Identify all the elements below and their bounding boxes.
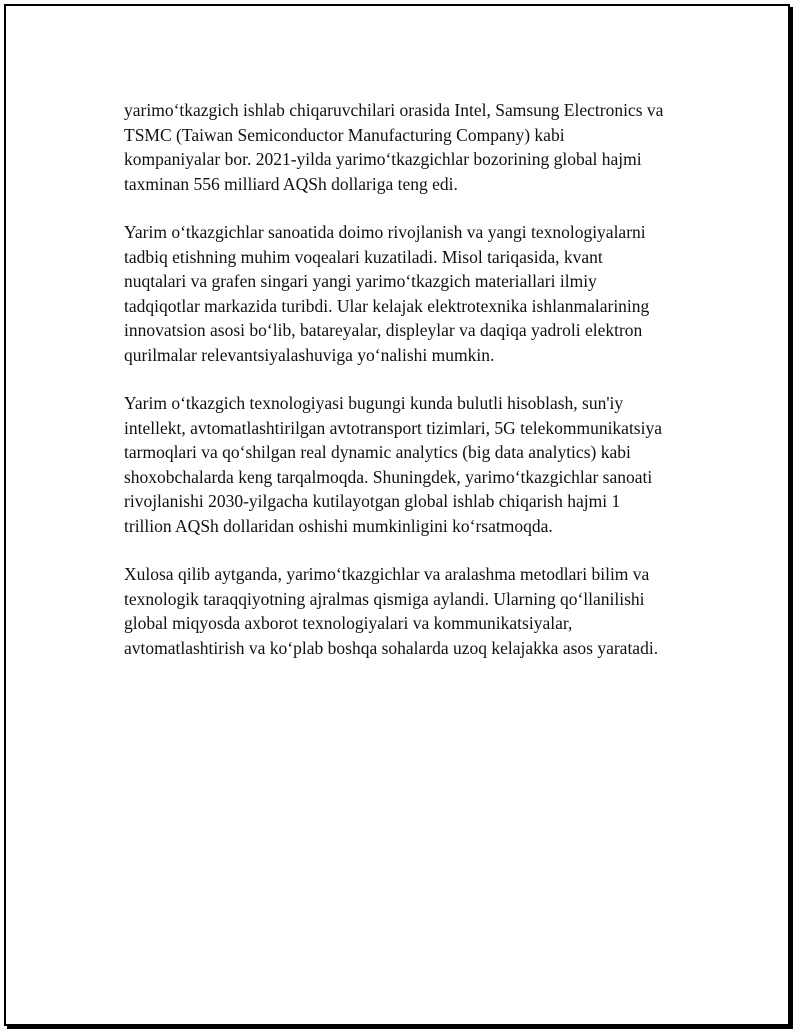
paragraph-2: Yarim o‘tkazgichlar sanoatida doimo rivojlanish va yangi texnologiyalarni tadbiq etishning muhim voqealari kuzatiladi. Misol tariqasida, kvant nuqtalari va grafen singari yangi yarimo‘tkazgich materiallari ilmiy tadqiqotlar markazida turibdi. Ular kelajak elektrotexnika ishlanmalarining innovatsion asosi bo‘lib, batareyalar, displeylar va daqiqa yadroli elektron qurilmalar relevantsiyalashuviga yo‘nalishi mumkin. <box>124 222 650 365</box>
document-page <box>4 4 790 1026</box>
paragraph-1: yarimo‘tkazgich ishlab chiqaruvchilari orasida Intel, Samsung Electronics va TSMC (Taiwan Semiconductor Manufacturing Company) kabi kompaniyalar bor. 2021-yilda yarimo‘tkazgichlar bozorining global hajmi taxminan 556 milliard AQSh dollariga teng edi. <box>124 100 664 194</box>
document-body <box>124 98 704 684</box>
paragraph-3: Yarim o‘tkazgich texnologiyasi bugungi kunda bulutli hisoblash, sun'iy intellekt, avtomatlashtirilgan avtotransport tizimlari, 5G telekommunikatsiya tarmoqlari va qo‘shilgan real dynamic analytics (big data analytics) kabi shoxobchalarda keng tarqalmoqda. Shuningdek, yarimo‘tkazgichlar sanoati rivojlanishi 2030-yilgacha kutilayotgan global ishlab chiqarish hajmi 1 trillion AQSh dollaridan oshishi mumkinligini ko‘rsatmoqda. <box>124 393 662 536</box>
paragraph-4: Xulosa qilib aytganda, yarimo‘tkazgichlar va aralashma metodlari bilim va texnologik taraqqiyotning ajralmas qismiga aylandi. Ularning qo‘llanilishi global miqyosda axborot texnologiyalari va kommunikatsiyalar, avtomatlashtirish va ko‘plab boshqa sohalarda uzoq kelajakka asos yaratadi. <box>124 564 659 658</box>
